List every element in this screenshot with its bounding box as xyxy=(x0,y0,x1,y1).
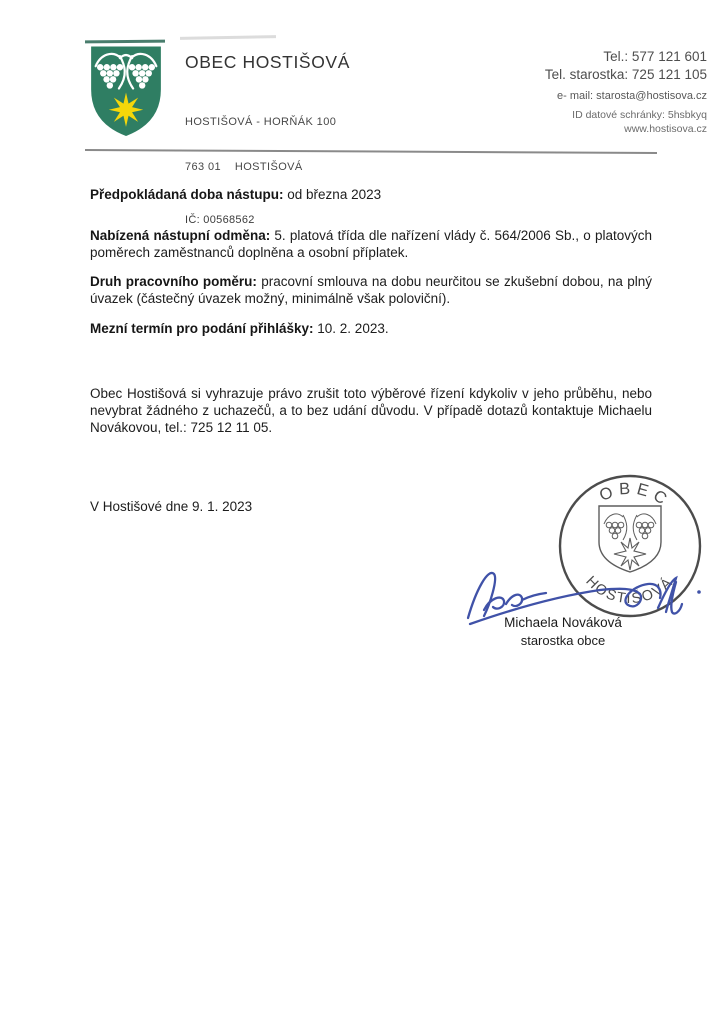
stamp-top-text: OBEC xyxy=(596,479,675,512)
paragraph xyxy=(90,385,652,436)
signatory-title: starostka obce xyxy=(520,633,606,648)
letter-body xyxy=(90,186,652,436)
paragraph xyxy=(90,320,652,337)
org-address-line1: HOSTIŠOVÁ - HORŇÁK 100 xyxy=(185,116,337,128)
paragraph xyxy=(90,227,652,261)
paragraph xyxy=(90,186,652,203)
paragraph-label: Předpokládaná doba nástupu: xyxy=(90,187,284,202)
contact-tel-starostka: Tel. starostka: 725 121 105 xyxy=(544,67,707,82)
star xyxy=(109,93,143,127)
contact-tel: Tel.: 577 121 601 xyxy=(603,49,707,64)
org-address-line2: 763 01 HOSTIŠOVÁ xyxy=(185,161,303,173)
paragraph-text: 10. 2. 2023. xyxy=(313,321,389,336)
contact-block xyxy=(545,48,707,136)
date-place-line: V Hostišové dne 9. 1. 2023 xyxy=(90,499,253,514)
contact-databox: ID datové schránky: 5hsbkyq xyxy=(572,109,707,121)
signatory-name: Michaela Nováková xyxy=(504,615,622,630)
org-name: OBEC HOSTIŠOVÁ xyxy=(185,52,350,72)
contact-email: e- mail: starosta@hostisova.cz xyxy=(557,90,707,102)
paragraph-text: 5. platová třída dle nařízení vlády č. 564/2006 Sb., o platových poměrech zaměstnanců doplněna a osobní příplatek. xyxy=(90,228,653,260)
paragraph-text: Obec Hostišová si vyhrazuje právo zrušit toto výběrové řízení kdykoliv v jeho průběhu, nebo nevybrat žádného z uchazečů, a to bez udání důvodu. V případě dotazů kontaktuje Michaelu Novákovou, tel.: 725 12 11 05. xyxy=(90,386,652,435)
contact-web: www.hostisova.cz xyxy=(624,123,707,135)
stamp-bottom-text: HOSTIŠOVÁ xyxy=(582,573,677,608)
paragraph-text: od března 2023 xyxy=(283,187,382,202)
signatory-block xyxy=(488,614,638,649)
paragraph-label: Nabízená nástupní odměna: xyxy=(90,228,271,243)
paragraph-label: Druh pracovního poměru: xyxy=(90,274,257,289)
paragraph xyxy=(90,273,652,307)
coat-of-arms-icon xyxy=(89,45,163,138)
scan-artifact xyxy=(180,35,276,40)
paragraph-text: pracovní smlouva na dobu neurčitou se zkušební dobou, na plný úvazek (částečný úvazek možný, minimálně však poloviční). xyxy=(90,274,652,306)
org-ic: IČ: 00568562 xyxy=(185,214,255,226)
header-divider xyxy=(85,149,657,153)
scan-artifact xyxy=(85,40,165,44)
paragraph-label: Mezní termín pro podání přihlášky: xyxy=(90,321,314,336)
